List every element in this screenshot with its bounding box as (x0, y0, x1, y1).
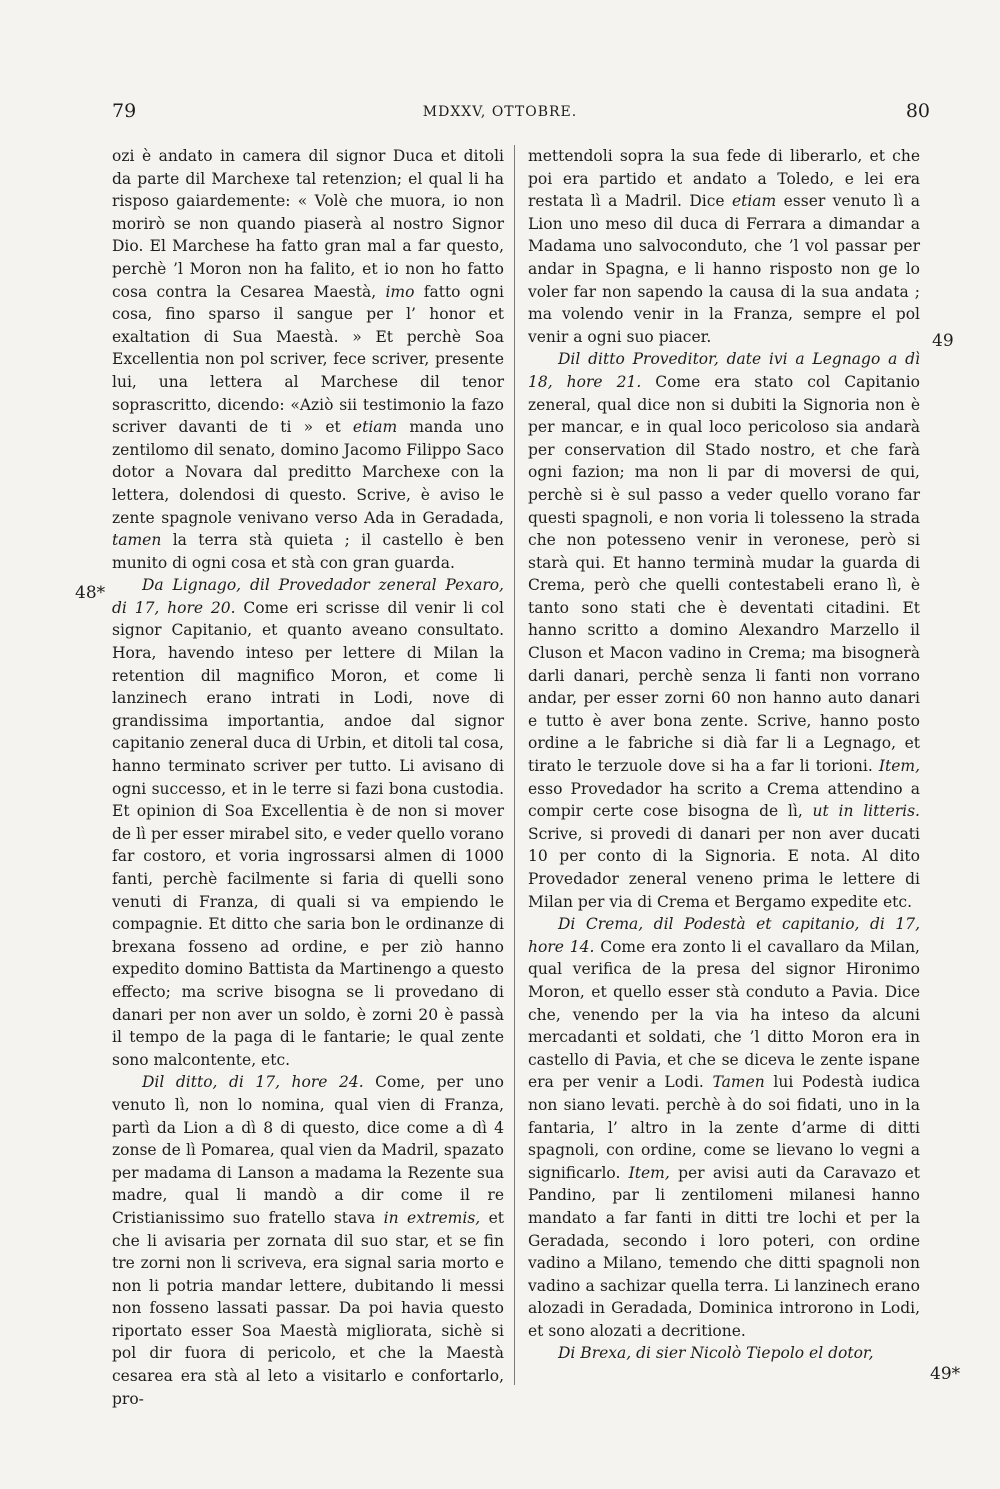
paragraph: ozi è andato in camera dil signor Duca et ditoli da parte dil Marchexe tal retenzion; el qual li ha risposo gaiardemente: « Volè che muora, io non morirò se non quando piaserà al nostro Signor Dio. El Marchese ha fatto gran mal a far questo, perchè ’l Moron non ha falito, et io non ho fatto cosa contra la Cesarea Maestà, imo fatto ogni cosa, fino sparso il sangue per l’ honor et exaltation di Sua Maestà. » Et perchè Soa Excellentia non pol scriver, fece scriver, presente lui, una lettera al Marchese dil tenor soprascritto, dicendo: «Aziò sii testimonio la fazo scriver davanti de ti » et etiam manda uno zentilomo dil senato, domino Jacomo Filippo Saco dotor a Novara dal preditto Marchexe con la lettera, dolendosi di questo. Scrive, è aviso le zente spagnole venivano verso Ada in Geradada, tamen la terra stà quieta ; il castello è ben munito di ogni cosa et stà con gran guarda. (112, 147, 504, 572)
margin-note-49: 49 (932, 331, 954, 351)
margin-note-49b: 49* (930, 1364, 961, 1384)
paragraph: mettendoli sopra la sua fede di liberarlo, et che poi era partido et andato a Toledo, e lei era restata lì a Madril. Dice etiam esser venuto lì a Lion uno meso dil duca di Ferrara a dimandar a Madama uno salvoconduto, che ’l vol passar per andar in Spagna, e li hanno risposto non ge lo voler far non sapendo la causa di la sua andata ; ma volendo venir in la Franza, sempre el pol venir a ogni suo piacer. (528, 147, 920, 346)
column-divider (514, 145, 515, 1385)
paragraph: Dil ditto Proveditor, date ivi a Legnago a dì 18, hore 21. Come era stato col Capitanio zeneral, qual dice non si dubiti la Signoria non è per mancar, e in qual loco pericoloso sia andarà per conservation dil Stado nostro, et che farà ogni fazion; ma non li par di moversi de qui, perchè si è sul passo a veder quello vorano far questi spagnoli, e non voria li tolesseno la strada che non potesseno venir in veronese, però si starà qui. Et hanno terminà mudar la guarda di Crema, però che quelli contestabeli erano lì, è tanto sono stati che è deventati citadini. Et hanno scritto a domino Alexandro Marzello il Cluson et Macon vadino in Crema; ma bisognerà darli danari, perchè senza li fanti non vorrano andar, per esser zorni 60 non hanno auto danari e tutto è aver bona zente. Scrive, hanno posto ordine a le fabriche si dià far li a Legnago, et tirato le terzuole dove si ha a far li torioni. Item, esso Provedador ha scrito a Crema attendino a compir certe cose bisogna de lì, ut in litteris. Scrive, si provedi di danari per non aver ducati 10 per conto di la Signoria. E nota. Al dito Provedador zeneral veneno prima le lettere di Milan per via di Crema et Bergamo expedite etc. (528, 350, 920, 911)
margin-note-48: 48* (75, 583, 106, 603)
paragraph: Da Lignago, dil Provedador zeneral Pexaro, di 17, hore 20. Come eri scrisse dil venir li col signor Capitanio, et quanto aveano consultato. Hora, havendo inteso per lettere di Milan la retention dil magnifico Moron, et come li lanzinech erano intrati in Lodi, nove di grandissima importantia, andoe dal signor capitanio zeneral duca di Urbin, et ditoli tal cosa, hanno terminato scriver per tutto. Li avisano di ogni successo, et in le terre si fazi bona custodia. Et opinion di Soa Excellentia è de non si mover de lì per esser mirabel sito, e veder quello vorano far costoro, et voria ingrossarsi almen di 1000 fanti, perchè facilmente si faria di quelli sono venuti di Franza, di quali si va empiendo le compagnie. Et ditto che saria bon le ordinanze di brexana fosseno ad ordine, e per ziò hanno expedito domino Battista da Martinengo a questo effecto; ma scrive bisogna se li provedano di danari per non aver un soldo, è zorni 20 è passà il tempo de la paga di le fantarie; le qual zente sono malcontente, etc. (112, 576, 504, 1069)
running-header: MDXXV, OTTOBRE. (422, 104, 578, 120)
page-number-right: 80 (905, 100, 930, 122)
paragraph: Dil ditto, di 17, hore 24. Come, per uno venuto lì, non lo nomina, qual vien di Franza, partì da Lion a dì 8 di questo, dice come a dì 4 zonse de lì Pomarea, qual vien da Madril, spazato per madama di Lanson a madama la Rezente sua madre, qual li mandò a dir come il re Cristianissimo suo fratello stava in extremis, et che li avisaria per zornata dil suo star, et se fin tre zorni non li scriveva, era signal saria morto e non li potria mandar lettere, dubitando li messi non fosseno lassati passar. Da poi havia questo riportato esser Soa Maestà migliorata, sichè si pol dir fuora di pericolo, et che la Maestà cesarea era stà al leto a visitarlo e confortarlo, pro- (112, 1073, 504, 1408)
left-column (112, 145, 504, 1410)
paragraph: Di Crema, dil Podestà et capitanio, di 17, hore 14. Come era zonto li el cavallaro da Milan, qual verifica de la presa del signor Hironimo Moron, et quello esser stà conduto a Pavia. Dice che, venendo per la via ha inteso da alcuni mercadanti et soldati, che ’l ditto Moron era in castello di Pavia, et che se diceva le zente ispane era per venir a Lodi. Tamen lui Podestà iudica non siano levati. perchè à do soi fidati, uno in la fantaria, l’ altro in la zente d’arme di ditti spagnoli, con ordine, come se lievano lo vegni a significarlo. Item, per avisi auti da Caravazo et Pandino, par li zentilomeni milanesi hanno mandato a far fanti in ditti tre lochi et per la Geradada, secondo i loro poteri, con ordine vadino a Milano, temendo che ditti spagnoli non vadino a sachizar quella terra. Li lanzinech erano alozadi in Geradada, Dominica introrono in Lodi, et sono alozati a decritione. (528, 915, 920, 1340)
paragraph: Di Brexa, di sier Nicolò Tiepolo el dotor, (558, 1344, 874, 1363)
right-column (528, 145, 920, 1365)
page-number-left: 79 (112, 100, 137, 122)
